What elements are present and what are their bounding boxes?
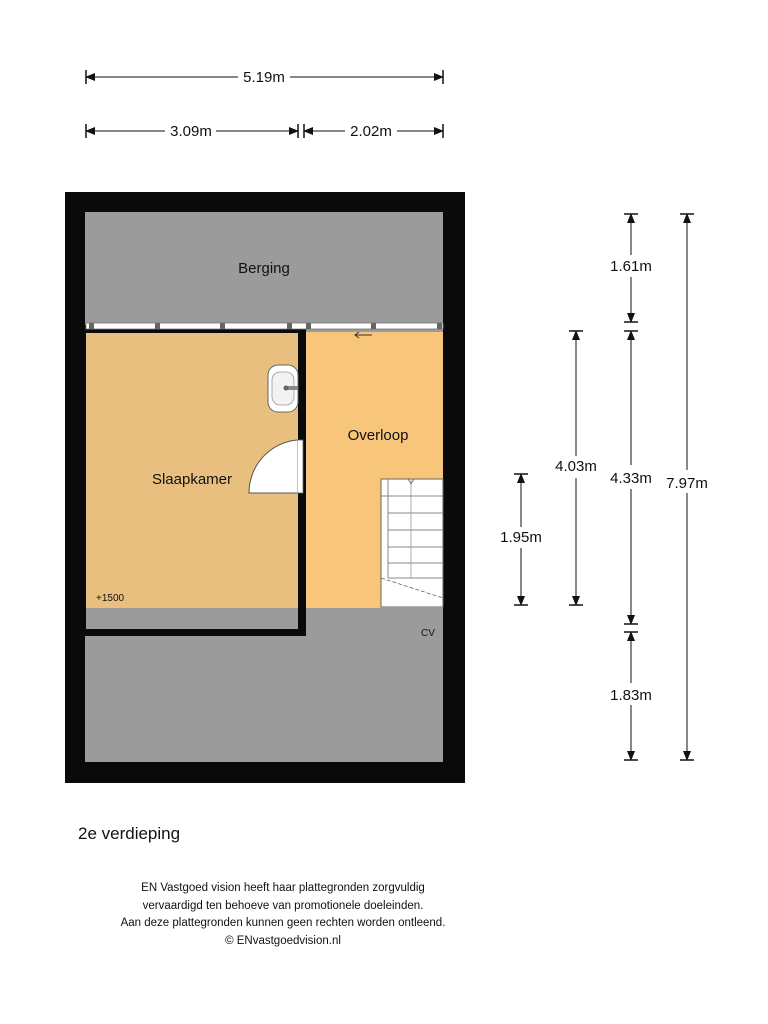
dim-total-depth xyxy=(666,214,708,760)
disclaimer xyxy=(80,880,486,950)
room-label-slaapkamer: Slaapkamer xyxy=(151,471,233,488)
sink-icon xyxy=(268,365,298,412)
staircase xyxy=(381,479,443,607)
dim-stair-depth-label: 1.95m xyxy=(500,529,542,546)
dim-middle-depth xyxy=(610,331,652,624)
slaapkamer-low-zone xyxy=(86,608,298,629)
cv-label: CV xyxy=(421,628,435,639)
floorplan xyxy=(65,192,465,783)
disclaimer-line: EN Vastgoed vision heeft haar plattegronden zorgvuldig xyxy=(141,882,425,894)
copyright-line: © ENvastgoedvision.nl xyxy=(225,934,341,947)
floor-label: 2e verdieping xyxy=(78,824,181,843)
disclaimer-line: vervaardigd ten behoeve van promotionele doeleinden. xyxy=(142,899,424,912)
room-label-overloop: Overloop xyxy=(347,427,409,444)
dim-right-width-label: 2.02m xyxy=(350,123,392,140)
dim-left-width xyxy=(86,123,298,140)
dim-right-width xyxy=(304,123,443,140)
dim-berging-depth-label: 1.61m xyxy=(610,258,652,275)
dim-overloop-depth xyxy=(555,331,597,605)
dim-bottom-depth xyxy=(610,632,652,760)
room-label-berging: Berging xyxy=(238,260,290,277)
disclaimer-line: Aan deze plattegronden kunnen geen rechten worden ontleend. xyxy=(120,917,446,929)
dim-berging-depth xyxy=(610,214,652,322)
dim-middle-depth-label: 4.33m xyxy=(610,470,652,487)
dim-overloop-depth-label: 4.03m xyxy=(555,458,597,475)
dim-total-width-label: 5.19m xyxy=(243,69,285,86)
height-mark: +1500 xyxy=(96,593,125,604)
berging-rail xyxy=(86,323,443,329)
dim-total-width xyxy=(86,69,443,86)
dim-total-depth-label: 7.97m xyxy=(666,475,708,492)
dim-left-width-label: 3.09m xyxy=(170,123,212,140)
dim-stair-depth xyxy=(500,474,542,605)
dim-bottom-depth-label: 1.83m xyxy=(610,687,652,704)
door-leaf xyxy=(297,440,303,493)
